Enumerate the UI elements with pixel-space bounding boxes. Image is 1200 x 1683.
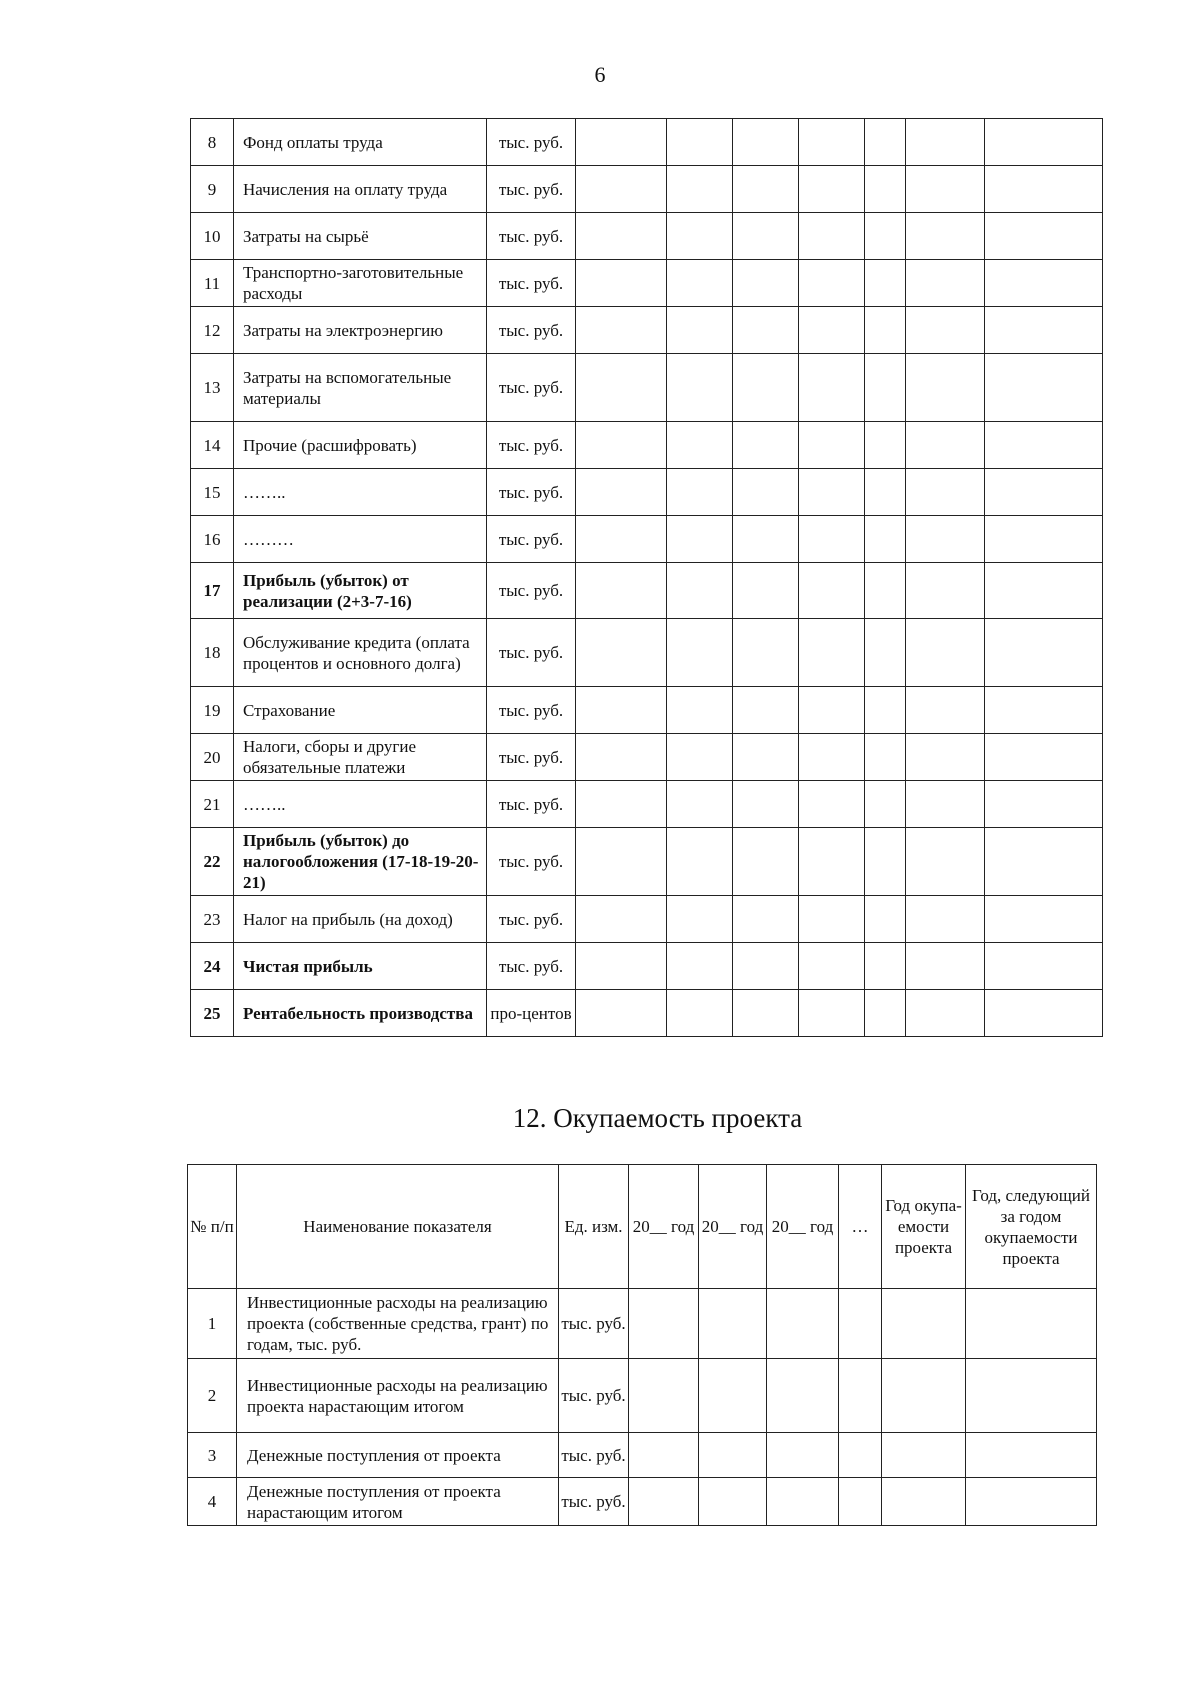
row-unit: тыс. руб.: [487, 563, 576, 619]
row-unit: тыс. руб.: [487, 687, 576, 734]
table-row: [188, 1433, 1097, 1478]
row-number: 4: [188, 1478, 237, 1526]
row-unit: тыс. руб.: [487, 166, 576, 213]
empty-value-cell: [985, 260, 1103, 307]
row-name: Чистая прибыль: [234, 943, 487, 990]
row-name: Затраты на сырьё: [234, 213, 487, 260]
empty-value-cell: [985, 422, 1103, 469]
empty-value-cell: [882, 1433, 966, 1478]
table-row: [191, 896, 1103, 943]
empty-value-cell: [667, 422, 733, 469]
empty-value-cell: [985, 896, 1103, 943]
empty-value-cell: [799, 307, 865, 354]
empty-value-cell: [865, 469, 906, 516]
row-name: Затраты на вспомогательные материалы: [234, 354, 487, 422]
empty-value-cell: [906, 516, 985, 563]
table-row: [191, 734, 1103, 781]
empty-value-cell: [799, 354, 865, 422]
empty-value-cell: [985, 734, 1103, 781]
row-name: Транспортно-заготовительные расходы: [234, 260, 487, 307]
row-name: Прибыль (убыток) от реализации (2+3-7-16): [234, 563, 487, 619]
empty-value-cell: [699, 1478, 767, 1526]
empty-value-cell: [799, 687, 865, 734]
row-unit: тыс. руб.: [559, 1289, 629, 1359]
empty-value-cell: [699, 1359, 767, 1433]
empty-value-cell: [865, 734, 906, 781]
row-name: Прочие (расшифровать): [234, 422, 487, 469]
empty-value-cell: [906, 422, 985, 469]
empty-value-cell: [576, 119, 667, 166]
empty-value-cell: [839, 1359, 882, 1433]
row-number: 16: [191, 516, 234, 563]
row-unit: про-центов: [487, 990, 576, 1037]
header-year-3: 20__ год: [767, 1165, 839, 1289]
empty-value-cell: [882, 1289, 966, 1359]
empty-value-cell: [985, 119, 1103, 166]
empty-value-cell: [799, 734, 865, 781]
row-name: Инвестиционные расходы на реализацию проекта нарастающим итогом: [237, 1359, 559, 1433]
row-number: 1: [188, 1289, 237, 1359]
empty-value-cell: [882, 1478, 966, 1526]
row-number: 21: [191, 781, 234, 828]
empty-value-cell: [667, 943, 733, 990]
empty-value-cell: [906, 213, 985, 260]
row-name: Прибыль (убыток) до налогообложения (17-18-19-20-21): [234, 828, 487, 896]
empty-value-cell: [966, 1359, 1097, 1433]
empty-value-cell: [733, 619, 799, 687]
empty-value-cell: [733, 990, 799, 1037]
row-unit: тыс. руб.: [487, 516, 576, 563]
empty-value-cell: [799, 896, 865, 943]
row-unit: тыс. руб.: [487, 422, 576, 469]
row-number: 11: [191, 260, 234, 307]
header-next-year: Год, следующий за годом окупаемости проекта: [966, 1165, 1097, 1289]
empty-value-cell: [733, 687, 799, 734]
empty-value-cell: [799, 166, 865, 213]
empty-value-cell: [576, 619, 667, 687]
empty-value-cell: [667, 896, 733, 943]
row-number: 2: [188, 1359, 237, 1433]
empty-value-cell: [906, 828, 985, 896]
table-row: [191, 687, 1103, 734]
empty-value-cell: [667, 166, 733, 213]
empty-value-cell: [629, 1478, 699, 1526]
table-row: [191, 213, 1103, 260]
empty-value-cell: [576, 213, 667, 260]
empty-value-cell: [576, 990, 667, 1037]
empty-value-cell: [985, 307, 1103, 354]
row-number: 13: [191, 354, 234, 422]
empty-value-cell: [667, 213, 733, 260]
empty-value-cell: [767, 1433, 839, 1478]
empty-value-cell: [699, 1433, 767, 1478]
empty-value-cell: [733, 469, 799, 516]
row-number: 22: [191, 828, 234, 896]
row-number: 15: [191, 469, 234, 516]
row-name: Денежные поступления от проекта нарастающим итогом: [237, 1478, 559, 1526]
empty-value-cell: [799, 781, 865, 828]
empty-value-cell: [733, 781, 799, 828]
row-name: Денежные поступления от проекта: [237, 1433, 559, 1478]
empty-value-cell: [667, 619, 733, 687]
empty-value-cell: [865, 422, 906, 469]
row-name: Затраты на электроэнергию: [234, 307, 487, 354]
empty-value-cell: [629, 1433, 699, 1478]
empty-value-cell: [576, 307, 667, 354]
empty-value-cell: [985, 516, 1103, 563]
row-number: 20: [191, 734, 234, 781]
empty-value-cell: [667, 990, 733, 1037]
empty-value-cell: [906, 119, 985, 166]
empty-value-cell: [576, 828, 667, 896]
row-name: Инвестиционные расходы на реализацию проекта (собственные средства, грант) по годам, тыс. руб.: [237, 1289, 559, 1359]
row-number: 8: [191, 119, 234, 166]
row-number: 18: [191, 619, 234, 687]
row-unit: тыс. руб.: [559, 1433, 629, 1478]
empty-value-cell: [906, 990, 985, 1037]
empty-value-cell: [985, 943, 1103, 990]
empty-value-cell: [733, 307, 799, 354]
row-unit: тыс. руб.: [487, 260, 576, 307]
empty-value-cell: [733, 896, 799, 943]
row-name: Налог на прибыль (на доход): [234, 896, 487, 943]
row-unit: тыс. руб.: [559, 1478, 629, 1526]
empty-value-cell: [576, 896, 667, 943]
empty-value-cell: [799, 213, 865, 260]
empty-value-cell: [733, 734, 799, 781]
empty-value-cell: [667, 260, 733, 307]
empty-value-cell: [799, 422, 865, 469]
table-row: [191, 307, 1103, 354]
empty-value-cell: [799, 619, 865, 687]
empty-value-cell: [667, 734, 733, 781]
empty-value-cell: [799, 516, 865, 563]
table-row: [191, 354, 1103, 422]
row-name: Рентабельность производства: [234, 990, 487, 1037]
row-number: 17: [191, 563, 234, 619]
empty-value-cell: [667, 469, 733, 516]
row-unit: тыс. руб.: [487, 781, 576, 828]
table-row: [191, 943, 1103, 990]
empty-value-cell: [767, 1289, 839, 1359]
row-number: 24: [191, 943, 234, 990]
empty-value-cell: [799, 260, 865, 307]
row-name: ……..: [234, 781, 487, 828]
table-header-row: [188, 1165, 1097, 1289]
empty-value-cell: [865, 119, 906, 166]
row-unit: тыс. руб.: [487, 828, 576, 896]
empty-value-cell: [985, 354, 1103, 422]
empty-value-cell: [629, 1289, 699, 1359]
empty-value-cell: [906, 260, 985, 307]
empty-value-cell: [667, 516, 733, 563]
empty-value-cell: [865, 990, 906, 1037]
row-number: 3: [188, 1433, 237, 1478]
empty-value-cell: [667, 354, 733, 422]
empty-value-cell: [985, 781, 1103, 828]
empty-value-cell: [985, 619, 1103, 687]
empty-value-cell: [767, 1478, 839, 1526]
empty-value-cell: [576, 166, 667, 213]
empty-value-cell: [667, 307, 733, 354]
empty-value-cell: [799, 990, 865, 1037]
row-unit: тыс. руб.: [487, 213, 576, 260]
section-title: 12. Окупаемость проекта: [512, 1103, 803, 1133]
row-unit: тыс. руб.: [559, 1359, 629, 1433]
header-name: Наименование показателя: [237, 1165, 559, 1289]
empty-value-cell: [865, 943, 906, 990]
empty-value-cell: [865, 781, 906, 828]
table-row: [191, 469, 1103, 516]
empty-value-cell: [576, 563, 667, 619]
table-row: [191, 990, 1103, 1037]
table-row: [191, 619, 1103, 687]
empty-value-cell: [733, 516, 799, 563]
empty-value-cell: [629, 1359, 699, 1433]
payback-table: [187, 1164, 1097, 1526]
empty-value-cell: [882, 1359, 966, 1433]
empty-value-cell: [799, 828, 865, 896]
row-name: Страхование: [234, 687, 487, 734]
empty-value-cell: [906, 781, 985, 828]
empty-value-cell: [865, 619, 906, 687]
row-unit: тыс. руб.: [487, 354, 576, 422]
empty-value-cell: [576, 943, 667, 990]
empty-value-cell: [667, 687, 733, 734]
empty-value-cell: [839, 1478, 882, 1526]
table-row: [191, 828, 1103, 896]
row-name: ………: [234, 516, 487, 563]
empty-value-cell: [667, 781, 733, 828]
empty-value-cell: [733, 943, 799, 990]
row-unit: тыс. руб.: [487, 469, 576, 516]
empty-value-cell: [865, 896, 906, 943]
empty-value-cell: [985, 469, 1103, 516]
row-unit: тыс. руб.: [487, 896, 576, 943]
empty-value-cell: [576, 354, 667, 422]
empty-value-cell: [906, 563, 985, 619]
empty-value-cell: [576, 516, 667, 563]
empty-value-cell: [839, 1433, 882, 1478]
empty-value-cell: [906, 469, 985, 516]
empty-value-cell: [906, 166, 985, 213]
empty-value-cell: [733, 422, 799, 469]
empty-value-cell: [985, 213, 1103, 260]
empty-value-cell: [839, 1289, 882, 1359]
table-row: [191, 422, 1103, 469]
empty-value-cell: [733, 166, 799, 213]
row-unit: тыс. руб.: [487, 119, 576, 166]
empty-value-cell: [966, 1478, 1097, 1526]
empty-value-cell: [865, 828, 906, 896]
empty-value-cell: [865, 687, 906, 734]
empty-value-cell: [985, 166, 1103, 213]
empty-value-cell: [966, 1433, 1097, 1478]
table-row: [188, 1289, 1097, 1359]
financial-results-table: [190, 118, 1103, 1037]
empty-value-cell: [733, 213, 799, 260]
table-row: [188, 1359, 1097, 1433]
empty-value-cell: [799, 563, 865, 619]
row-unit: тыс. руб.: [487, 307, 576, 354]
header-num: № п/п: [188, 1165, 237, 1289]
table-row: [188, 1478, 1097, 1526]
row-unit: тыс. руб.: [487, 734, 576, 781]
empty-value-cell: [865, 563, 906, 619]
empty-value-cell: [733, 119, 799, 166]
empty-value-cell: [906, 307, 985, 354]
empty-value-cell: [985, 687, 1103, 734]
empty-value-cell: [733, 828, 799, 896]
row-number: 19: [191, 687, 234, 734]
empty-value-cell: [985, 563, 1103, 619]
empty-value-cell: [576, 734, 667, 781]
row-name: ……..: [234, 469, 487, 516]
empty-value-cell: [576, 781, 667, 828]
empty-value-cell: [699, 1289, 767, 1359]
empty-value-cell: [865, 166, 906, 213]
empty-value-cell: [767, 1359, 839, 1433]
empty-value-cell: [799, 469, 865, 516]
empty-value-cell: [906, 354, 985, 422]
table-row: [191, 563, 1103, 619]
empty-value-cell: [576, 687, 667, 734]
empty-value-cell: [667, 119, 733, 166]
row-number: 12: [191, 307, 234, 354]
empty-value-cell: [733, 354, 799, 422]
empty-value-cell: [985, 828, 1103, 896]
empty-value-cell: [576, 260, 667, 307]
empty-value-cell: [865, 516, 906, 563]
row-number: 14: [191, 422, 234, 469]
row-name: Начисления на оплату труда: [234, 166, 487, 213]
empty-value-cell: [799, 119, 865, 166]
empty-value-cell: [906, 687, 985, 734]
empty-value-cell: [906, 896, 985, 943]
empty-value-cell: [733, 260, 799, 307]
empty-value-cell: [733, 563, 799, 619]
empty-value-cell: [865, 354, 906, 422]
empty-value-cell: [865, 213, 906, 260]
empty-value-cell: [865, 260, 906, 307]
empty-value-cell: [985, 990, 1103, 1037]
header-payback-year: Год окупа-емости проекта: [882, 1165, 966, 1289]
row-number: 23: [191, 896, 234, 943]
row-name: Обслуживание кредита (оплата процентов и основного долга): [234, 619, 487, 687]
row-name: Фонд оплаты труда: [234, 119, 487, 166]
empty-value-cell: [576, 469, 667, 516]
row-unit: тыс. руб.: [487, 943, 576, 990]
table-row: [191, 260, 1103, 307]
empty-value-cell: [966, 1289, 1097, 1359]
header-year-1: 20__ год: [629, 1165, 699, 1289]
empty-value-cell: [906, 619, 985, 687]
header-unit: Ед. изм.: [559, 1165, 629, 1289]
empty-value-cell: [576, 422, 667, 469]
row-name: Налоги, сборы и другие обязательные платежи: [234, 734, 487, 781]
row-number: 25: [191, 990, 234, 1037]
page-number: 6: [594, 62, 606, 87]
empty-value-cell: [906, 734, 985, 781]
empty-value-cell: [667, 563, 733, 619]
table-row: [191, 119, 1103, 166]
header-year-2: 20__ год: [699, 1165, 767, 1289]
row-number: 9: [191, 166, 234, 213]
empty-value-cell: [799, 943, 865, 990]
table-row: [191, 166, 1103, 213]
empty-value-cell: [667, 828, 733, 896]
row-number: 10: [191, 213, 234, 260]
empty-value-cell: [906, 943, 985, 990]
empty-value-cell: [865, 307, 906, 354]
header-ellipsis: …: [839, 1165, 882, 1289]
row-unit: тыс. руб.: [487, 619, 576, 687]
table-row: [191, 516, 1103, 563]
table-row: [191, 781, 1103, 828]
